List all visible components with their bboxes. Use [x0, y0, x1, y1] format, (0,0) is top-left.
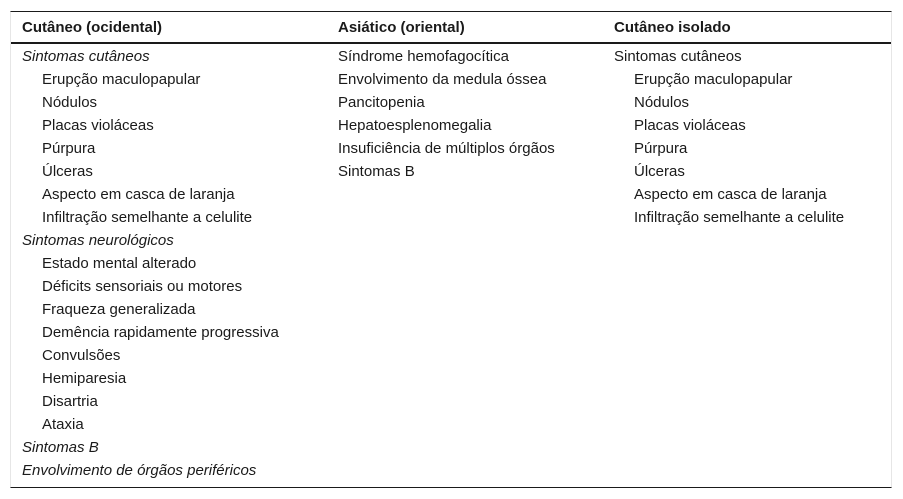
table-cell-item: Sintomas B: [22, 439, 99, 456]
table-cell-subitem: Púrpura: [42, 140, 96, 157]
table-cell-subitem: Infiltração semelhante a celulite: [42, 209, 253, 226]
classification-table: [10, 11, 892, 488]
table-cell-item: Sintomas neurológicos: [22, 232, 174, 249]
table-cell-subitem: Aspecto em casca de laranja: [634, 186, 827, 203]
table-cell-subitem: Placas violáceas: [42, 117, 154, 134]
table-cell-subitem: Nódulos: [634, 94, 690, 111]
table-cell-item: Síndrome hemofagocítica: [338, 48, 509, 65]
table-cell-subitem: Úlceras: [634, 163, 685, 180]
table-cell-subitem: Erupção maculopapular: [42, 71, 201, 88]
table-cell-item: Sintomas cutâneos: [22, 48, 150, 65]
table-cell-item: Envolvimento de órgãos periféricos: [22, 462, 257, 479]
table-cell-subitem: Placas violáceas: [634, 117, 746, 134]
table-cell-subitem: Púrpura: [634, 140, 688, 157]
table-cell-item: Hepatoesplenomegalia: [338, 117, 492, 134]
table-cell-subitem: Aspecto em casca de laranja: [42, 186, 235, 203]
table-cell-subitem: Estado mental alterado: [42, 255, 197, 272]
table-cell-subitem: Infiltração semelhante a celulite: [634, 209, 845, 226]
table-cell-item: Sintomas cutâneos: [614, 48, 742, 65]
table-cell-subitem: Fraqueza generalizada: [42, 301, 196, 318]
table-cell-subitem: Déficits sensoriais ou motores: [42, 278, 243, 295]
table-cell-subitem: Hemiparesia: [42, 370, 127, 387]
header-cutaneo-ocidental: Cutâneo (ocidental): [22, 19, 163, 36]
table-cell-item: Sintomas B: [338, 163, 415, 180]
table-cell-subitem: Ataxia: [42, 416, 84, 433]
table-cell-item: Insuficiência de múltiplos órgãos: [338, 140, 555, 157]
table-header-row: [11, 12, 891, 44]
table-cell-subitem: Nódulos: [42, 94, 98, 111]
table-cell-item: Envolvimento da medula óssea: [338, 71, 547, 88]
column-cutaneo-ocidental: [22, 45, 279, 482]
table-cell-item: Pancitopenia: [338, 94, 425, 111]
table-cell-subitem: Disartria: [42, 393, 98, 410]
table-cell-subitem: Convulsões: [42, 347, 121, 364]
table-cell-subitem: Demência rapidamente progressiva: [42, 324, 279, 341]
column-cutaneo-isolado: [614, 45, 844, 229]
header-asiatico-oriental: Asiático (oriental): [338, 19, 465, 36]
header-cutaneo-isolado: Cutâneo isolado: [614, 19, 731, 36]
table-cell-subitem: Úlceras: [42, 163, 93, 180]
table-cell-subitem: Erupção maculopapular: [634, 71, 793, 88]
column-asiatico-oriental: [338, 45, 555, 183]
